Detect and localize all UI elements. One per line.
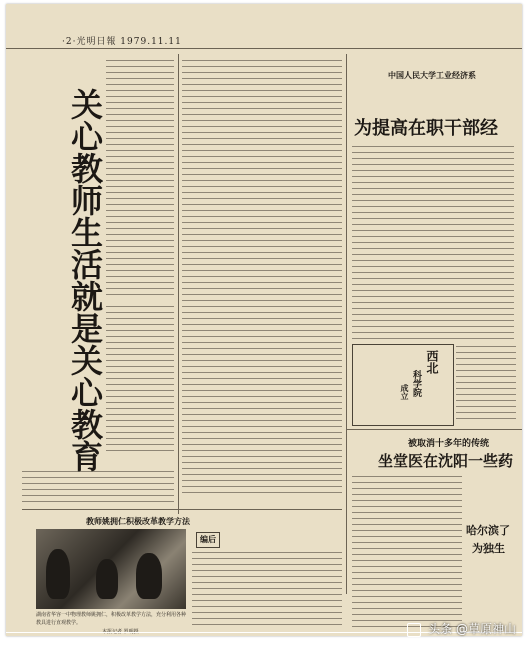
photo-figure <box>96 559 118 599</box>
bottom-headline-2: 坐堂医在沈阳一些药 <box>378 452 514 470</box>
main-title: 关心教师生活就是关心教育 <box>66 88 104 472</box>
editorial-text <box>192 550 342 630</box>
photo-figure <box>136 553 162 599</box>
right-body-text <box>352 144 514 344</box>
bottom-right-headline-1: 哈尔滨了 <box>466 524 510 537</box>
column-divider-right <box>346 54 347 594</box>
photo-caption: 湖南省华容一中物理教师姚拥仁，积极改革教学方法，充分利用各种教具进行直观教学。 <box>36 612 187 626</box>
classroom-photo <box>36 529 186 609</box>
photo-headline: 教师姚拥仁积极改革教学方法 <box>86 516 190 526</box>
right-divider <box>346 429 522 430</box>
bottom-headline-1: 被取消十多年的传统 <box>408 439 490 449</box>
left-body-text <box>106 58 174 298</box>
bottom-right-headline-2: 为独生 <box>472 542 505 555</box>
left-body-text-2 <box>106 304 174 454</box>
right-mid-text <box>456 344 516 424</box>
middle-body-text <box>182 58 342 498</box>
right-small-header: 中国人民大学工业经济系 <box>388 70 476 80</box>
newspaper-page <box>6 4 522 636</box>
left-bottom-text <box>22 469 174 504</box>
toutiao-logo-icon <box>407 623 421 637</box>
bottom-right-text <box>352 474 462 634</box>
photo-top-rule <box>22 509 342 510</box>
sidebar-title-2: 科学院 <box>411 370 421 397</box>
page-header <box>6 4 522 49</box>
editorial-badge: 编后 <box>200 534 216 544</box>
watermark <box>407 620 516 637</box>
sidebar-title-1: 西北 <box>425 350 439 374</box>
watermark-text: 头条 @草原神山 <box>428 622 516 636</box>
photo-figure <box>46 549 70 599</box>
masthead: ·2·光明日報 1979.11.11 <box>62 37 182 47</box>
sidebar-title-3: 成立 <box>400 384 410 400</box>
column-divider <box>178 54 179 514</box>
right-headline: 为提高在职干部经 <box>354 118 498 139</box>
